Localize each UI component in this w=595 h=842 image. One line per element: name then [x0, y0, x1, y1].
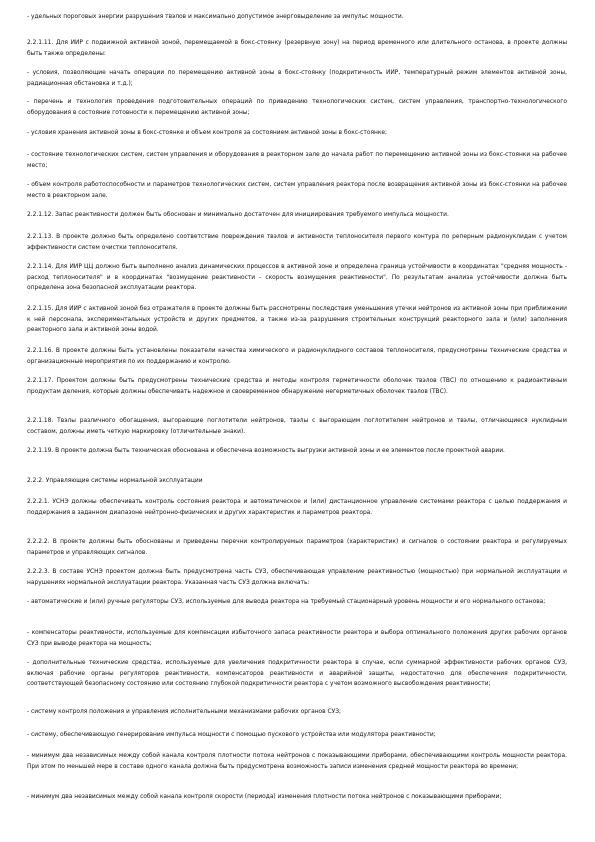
section-heading-2-2-2: 2.2.2. Управляющие системы нормальной эксплуатации — [27, 478, 203, 484]
list-item-2: - компенсаторы реактивности, используемые для компенсации избыточного запаса реактивности реактора и выбора оптимального положения других рабочих органов СУЗ при выводе реактора на мощность; — [27, 630, 567, 647]
paragraph-1: - удельных пороговых энергии разрушения твэлов и максимально допустимое энерговыделение за импульс мощности. — [27, 14, 404, 20]
paragraph-5: - условия хранения активной зоны в бокс-стоянке и объем контроля за состоянием активной зоны в бокс-стоянке; — [27, 130, 388, 136]
paragraph-17: 2.2.2.2. В проекте должны быть обоснованы и приведены перечни контролируемых параметров (характеристик) и сигналов о состоянии реактора и регулируемых параметров и управляющих сигналов. — [27, 539, 567, 556]
list-item-4: - систему контроля положения и управления исполнительными механизмами рабочих органов СУЗ; — [27, 709, 341, 715]
paragraph-10: 2.2.1.14. Для ИИР ЦЦ должно быть выполнено анализ динамических процессов в активной зоне и определена граница устойчивости в координатах "средняя мощность - расход теплоносителя" и в координатах "возмущение реактивности - скорость возмущения реактивности". По результатам анализа устойчивости должна быть определена зона безопасной эксплуатации реактора. — [27, 264, 567, 292]
paragraph-18: 2.2.2.3. В составе УСНЭ проектом должна быть предусмотрена часть СУЗ, обеспечивающая управление реактивностью (мощностью) при нормальной эксплуатации и нарушениях нормальной эксплуатации реактора. Указанная часть СУЗ должна включать: — [27, 569, 567, 586]
list-item-6: - минимум два независимых между собой канала контроля плотности потока нейтронов с показывающими приборами, обеспечивающими контроль мощности реактора. При этом по меньшей мере в составе одного канала должна быть предусмотрена возможность записи изменения средней мощности реактора во времени; — [27, 753, 567, 770]
paragraph-16: 2.2.2.1. УСНЭ должны обеспечивать контроль состояния реактора и автоматическое и (или) дистанционное управление системами реактора с целью поддержания и поддержания в заданном диапазоне нейтронно-физических и других характеристик и параметров реактора. — [27, 499, 567, 516]
paragraph-6: - состояние технологических систем, систем управления и оборудования в реакторном зале до начала работ по перемещению активной зоны из бокс-стоянки на рабочее место; — [27, 152, 567, 169]
paragraph-13: 2.2.1.17. Проектом должны быть предусмотрены технические средства и методы контроля герметичности оболочек твэлов (ТВС) по отношению к радиоактивным продуктам деления, которые должны обеспечивать надежное и своевременное обнаружение негерметичных оболочек твэлов (ТВС). — [27, 378, 567, 395]
paragraph-12: 2.2.1.16. В проекте должны быть установлены показатели качества химического и радионуклидного составов теплоносителя, предусмотрены технические средства и организационные мероприятия по их поддержанию и контролю. — [27, 348, 567, 365]
paragraph-14: 2.2.1.18. Твэлы различного обогащения, выгорающие поглотители нейтронов, твэлы с выгорающим поглотителем нейтронов и твэлы, отличающиеся нуклидным составом, должны иметь четкую маркировку (отличительные знаки). — [27, 418, 567, 435]
paragraph-11: 2.2.1.15. Для ИИР с активной зоной без отражателя в проекте должны быть рассмотрены последствия уменьшения утечки нейтронов из активной зоны при приближении к ней персонала, экспериментальных устройств и других предметов, а также из-за разрушения строительных конструкций реакторного зала и (или) заполнения реакторного зала и активной зоны водой. — [27, 306, 567, 334]
paragraph-3: - условия, позволяющие начать операции по перемещению активной зоны в бокс-стоянку (подкритичность ИИР, температурный режим элементов активной зоны, радиационная обстановка и т.д.); — [27, 70, 567, 87]
list-item-7: - минимум два независимых между собой канала контроля скорости (периода) изменения плотности потока нейтронов с показывающими приборами; — [27, 794, 502, 800]
list-item-1: - автоматические и (или) ручные регуляторы СУЗ, используемые для вывода реактора на требуемый стационарный уровень мощности и его нормального останова; — [27, 599, 546, 605]
paragraph-9: 2.2.1.13. В проекте должно быть определено соответствие повреждения твэлов и активности теплоносителя первого контура по реперным радионуклидам с учетом эффективности систем очистки теплоносителя. — [27, 234, 567, 251]
paragraph-2: 2.2.1.11. Для ИИР с подвижной активной зоной, перемещаемой в бокс-стоянку (резервную зону) на период временного или длительного останова, в проекте должны быть также определены: — [27, 40, 567, 57]
paragraph-7: - объем контроля работоспособности и параметров технологических систем, систем управления реактора после возвращения активной зоны из бокс-стоянки на рабочее место в реакторном зале. — [27, 182, 567, 199]
paragraph-8: 2.2.1.12. Запас реактивности должен быть обоснован и минимально достаточен для инициирования требуемого импульса мощности. — [27, 212, 449, 218]
paragraph-15: 2.2.1.19. В проекте должна быть техническая обоснована и обеспечена возможность выгрузки активной зоны и ее элементов после проектной аварии. — [27, 448, 505, 454]
list-item-3: - дополнительные технические средства, используемые для увеличения подкритичности реактора в случае, если суммарной эффективности рабочих органов СУЗ, включая рабочие органы регуляторов реактивности, компенсаторов реактивности и аварийной защиты, недостаточно для обеспечения подкритичности, соответствующей безопасному состоянию или состоянию глубокой подкритичности реактора с учетом возможного высвобождения реактивности; — [27, 660, 567, 688]
list-item-5: - систему, обеспечивающую генерирование импульса мощности с помощью пускового устройства или модулятора реактивности; — [27, 732, 436, 738]
paragraph-4: - перечень и технология проведения подготовительных операций по приведению технологических систем, систем управления, транспортно-технологического оборудования в состояние готовности к перемещению активной зоны; — [27, 99, 567, 116]
